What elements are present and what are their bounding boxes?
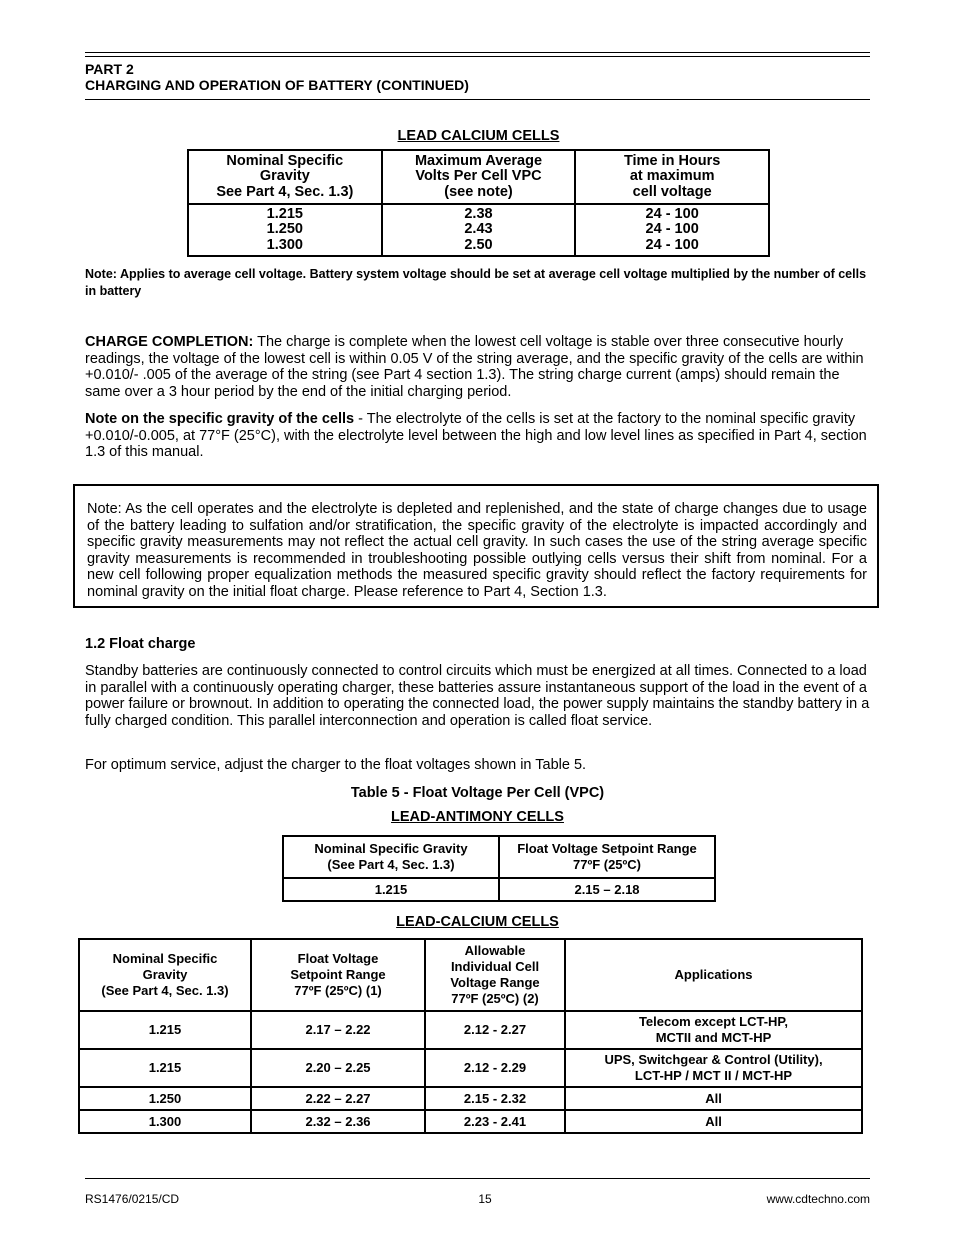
- table1-header-time: Time in Hours at maximum cell voltage: [575, 150, 769, 204]
- table-row: [79, 1049, 862, 1087]
- table3-cell-allowable: 2.12 - 2.29: [425, 1049, 565, 1087]
- lead-antimony-float-table: [282, 835, 716, 902]
- table3-cell-allowable: 2.23 - 2.41: [425, 1110, 565, 1133]
- table3-cell-applications: UPS, Switchgear & Control (Utility), LCT-HP / MCT II / MCT-HP: [565, 1049, 862, 1087]
- standby-paragraph: Standby batteries are continuously connected to control circuits which must be energized at all times. Connected to a load in parallel with a continuously operating charger, these batteries assure instantaneous support of the load in the event of a power failure or brownout. In addition to operating the connected load, the power supply maintains the standby battery in a fully charged condition. This parallel interconnection and operation is called float service.: [85, 663, 870, 729]
- table5-title: Table 5 - Float Voltage Per Cell (VPC): [350, 785, 605, 801]
- page-number: 15: [478, 1192, 492, 1206]
- table3-cell-applications: All: [565, 1087, 862, 1110]
- header-rule: [85, 99, 870, 100]
- table3-header-gravity: Nominal Specific Gravity (See Part 4, Sec. 1.3): [79, 939, 251, 1011]
- table3-cell-allowable: 2.15 - 2.32: [425, 1087, 565, 1110]
- table1-time-values: 24 - 100 24 - 100 24 - 100: [575, 204, 769, 256]
- footer-website: www.cdtechno.com: [766, 1192, 870, 1206]
- specific-gravity-note-label: Note on the specific gravity of the cells: [85, 411, 355, 427]
- table3-header-allowable: Allowable Individual Cell Voltage Range 77ºF (25ºC) (2): [425, 939, 565, 1011]
- table2-cell-gravity: 1.215: [283, 878, 499, 901]
- charge-completion-label: CHARGE COMPLETION:: [85, 334, 254, 350]
- table2-header-gravity: Nominal Specific Gravity (See Part 4, Sec. 1.3): [283, 836, 499, 878]
- table3-cell-setpoint: 2.20 – 2.25: [251, 1049, 425, 1087]
- table3-cell-setpoint: 2.22 – 2.27: [251, 1087, 425, 1110]
- charge-completion-paragraph: [85, 334, 870, 400]
- table3-cell-setpoint: 2.17 – 2.22: [251, 1011, 425, 1049]
- boxed-note: Note: As the cell operates and the electrolyte is depleted and replenished, and the state of charge changes due to usage of the battery leading to sulfation and/or stratification, the specific gravity of the electrolyte is impacted accordingly and specific gravity measurements may not reflect the actual cell gravity. In such cases the use of the string average specific gravity measurements is recommended in troubleshooting possible outlying cells versus their shift from nominal. For a new cell following proper equalization methods the measured specific gravity should reflect the factory requirements for nominal gravity on the initial float charge. Please reference to Part 4, Section 1.3.: [73, 484, 879, 608]
- top-rule: [85, 52, 870, 53]
- table3-cell-gravity: 1.300: [79, 1110, 251, 1133]
- table3-title: LEAD-CALCIUM CELLS: [396, 914, 559, 930]
- lead-calcium-float-table: [78, 938, 863, 1134]
- table-row: [283, 878, 715, 901]
- footer-rule: [85, 1178, 870, 1179]
- table3-cell-applications: All: [565, 1110, 862, 1133]
- footer-doc-code: RS1476/0215/CD: [85, 1192, 180, 1206]
- table3-cell-gravity: 1.215: [79, 1049, 251, 1087]
- table2-header-setpoint: Float Voltage Setpoint Range 77ºF (25ºC): [499, 836, 715, 878]
- table1-note: Note: Applies to average cell voltage. Battery system voltage should be set at average cell voltage multiplied by the number of cells in battery: [85, 267, 867, 298]
- table1-header-max-vpc: Maximum Average Volts Per Cell VPC (see note): [382, 150, 576, 204]
- specific-gravity-note-paragraph: [85, 411, 870, 461]
- table-row: [79, 1110, 862, 1133]
- table3-header-setpoint: Float Voltage Setpoint Range 77ºF (25ºC) (1): [251, 939, 425, 1011]
- table1-title: LEAD CALCIUM CELLS: [397, 128, 560, 144]
- table1-vpc-values: 2.38 2.43 2.50: [382, 204, 576, 256]
- table3-cell-allowable: 2.12 - 2.27: [425, 1011, 565, 1049]
- table1-data-row: [188, 204, 769, 256]
- table2-title: LEAD-ANTIMONY CELLS: [391, 809, 564, 825]
- charge-completion-text: The charge is complete when the lowest cell voltage is stable over three consecutive hourly readings, the voltage of the lowest cell is within 0.05 V of the string average, and the specific gravity of the cells are within +0.010/- .005 of the average of the string (see Part 4 section 1.3). The string charge current (amps) should remain the same over a 3 hour period by the end of the initial charging period.: [85, 334, 864, 400]
- table-row: [79, 1011, 862, 1049]
- float-charge-heading: 1.2 Float charge: [85, 636, 196, 652]
- specific-gravity-note-text: - The electrolyte of the cells is set at the factory to the nominal specific gravity +0.010/-0.005, at 77°F (25°C), with the electrolyte level between the high and low level lines as specified in Part 4, section 1.3 of this manual.: [85, 411, 867, 460]
- table3-cell-gravity: 1.250: [79, 1087, 251, 1110]
- table3-cell-gravity: 1.215: [79, 1011, 251, 1049]
- table3-cell-setpoint: 2.32 – 2.36: [251, 1110, 425, 1133]
- optimum-service-paragraph: For optimum service, adjust the charger to the float voltages shown in Table 5.: [85, 757, 587, 773]
- table3-cell-applications: Telecom except LCT-HP, MCTII and MCT-HP: [565, 1011, 862, 1049]
- lead-calcium-max-voltage-table: [187, 149, 770, 257]
- top-rule-inner: [85, 56, 870, 57]
- table-row: [79, 1087, 862, 1110]
- table2-cell-setpoint: 2.15 – 2.18: [499, 878, 715, 901]
- table3-header-applications: Applications: [565, 939, 862, 1011]
- section-title: CHARGING AND OPERATION OF BATTERY (CONTINUED): [85, 77, 469, 93]
- part-label: PART 2: [85, 61, 134, 77]
- table1-gravity-values: 1.215 1.250 1.300: [188, 204, 382, 256]
- table1-header-gravity: Nominal Specific Gravity See Part 4, Sec. 1.3): [188, 150, 382, 204]
